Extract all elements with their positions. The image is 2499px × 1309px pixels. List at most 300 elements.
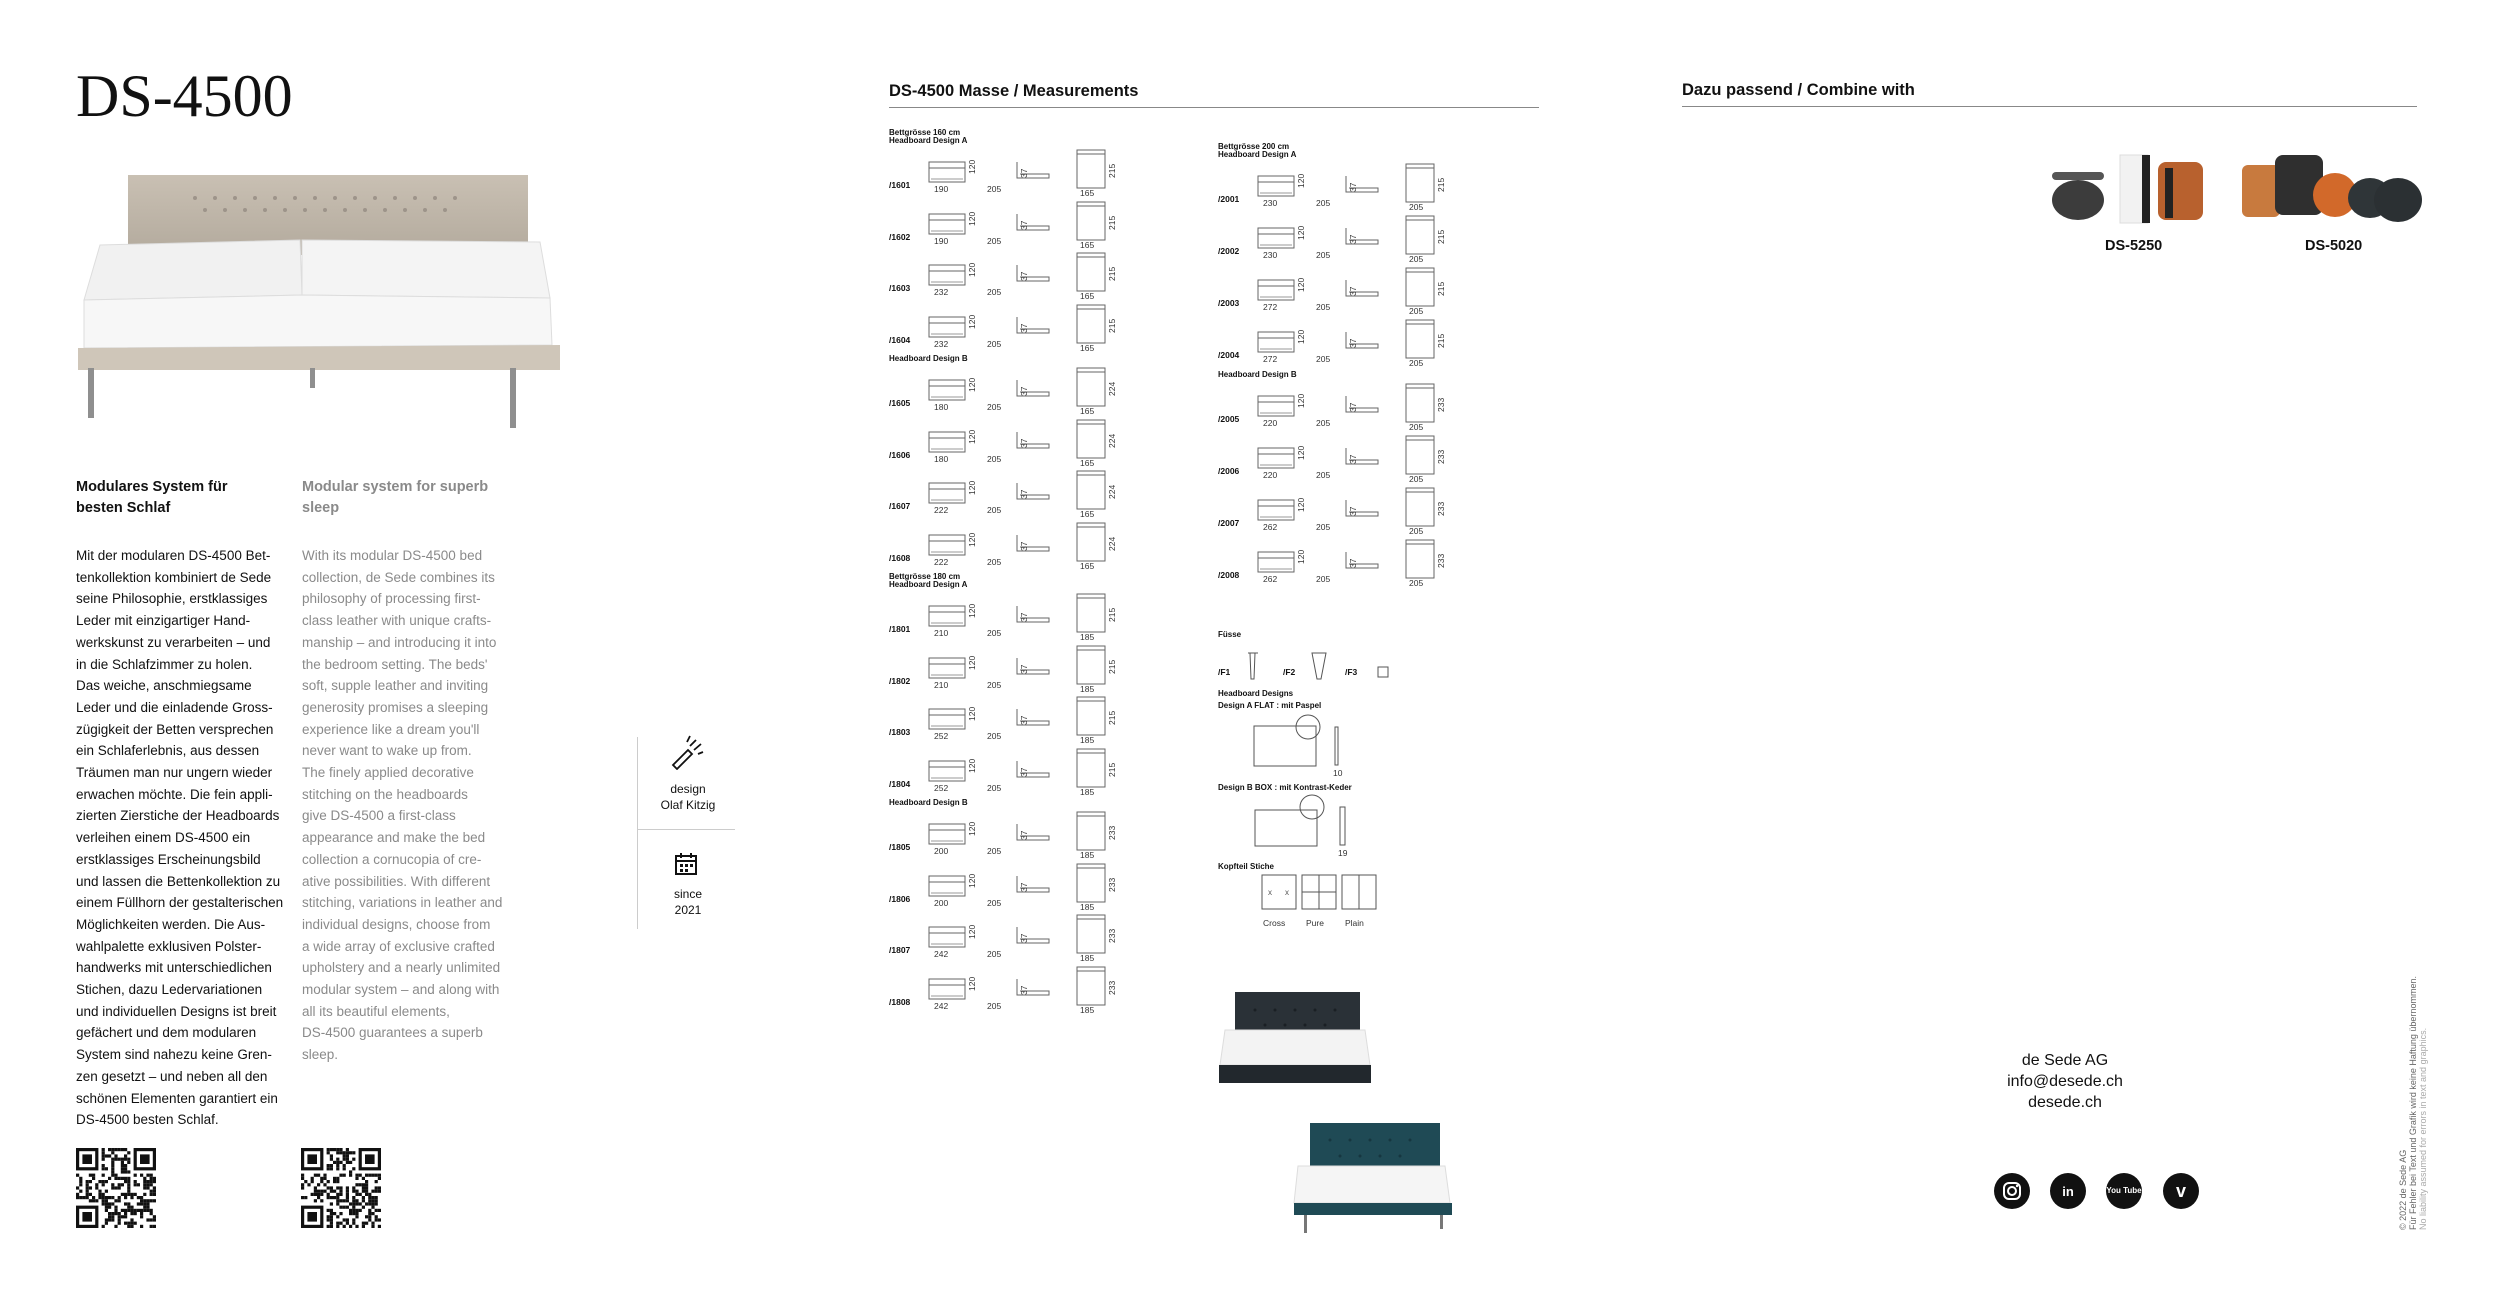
en-body-line: collection, de Sede combines its: [302, 569, 495, 585]
height-dim: 120: [1296, 277, 1306, 292]
top-view-shape: [1077, 523, 1105, 561]
en-body-line: stitching, variations in leather and: [302, 895, 503, 911]
legal-line-1: © 2022 de Sede AG: [2398, 1149, 2408, 1230]
headboard-subheader: Headboard Design A: [889, 580, 968, 589]
height-dim: 120: [967, 377, 977, 392]
height-dim: 120: [967, 706, 977, 721]
width-dim: 242: [934, 949, 949, 959]
model-code: /1805: [889, 842, 911, 852]
height-dim: 120: [967, 655, 977, 670]
front-view-shape: [1258, 234, 1294, 248]
feet-label: Füsse: [1218, 630, 1242, 639]
model-code: /2007: [1218, 518, 1240, 528]
top-view-shape: [1406, 320, 1434, 358]
length-dim: 205: [1316, 522, 1331, 532]
bed-dimension-drawing: [927, 747, 1187, 793]
side-dim: 37: [1019, 220, 1029, 230]
bed-dimension-drawing: [1256, 318, 1516, 364]
total-dim: 215: [1436, 229, 1446, 244]
top-view-shape: [1406, 488, 1434, 526]
de-body-line: und individuellen Designs ist breit: [76, 1003, 277, 1019]
bed-dimension-drawing: [927, 303, 1187, 349]
de-body-line: einem Füllhorn der gestalterischen: [76, 895, 284, 911]
width-dim: 230: [1263, 250, 1278, 260]
width-dim: 180: [934, 453, 949, 464]
side-dim: 37: [1019, 438, 1029, 448]
footprint-dim: 165: [1080, 239, 1095, 250]
en-body-line: ative possibilities. With different: [302, 873, 491, 889]
total-dim: 233: [1107, 825, 1117, 840]
total-dim: 215: [1436, 281, 1446, 296]
de-body-line: Das weiche, anschmiegsame: [76, 678, 252, 694]
length-dim: 205: [987, 556, 1002, 567]
de-body-line: ein Schlaferlebnis, aus dessen: [76, 743, 260, 759]
stitch-pure: Pure: [1306, 918, 1324, 928]
bed-dimension-drawing: [1256, 266, 1516, 312]
headboard-subheader: Headboard Design B: [1218, 370, 1297, 379]
front-view-shape: [1258, 280, 1294, 286]
model-code: /1808: [889, 996, 911, 1007]
de-body-line: gefächert und dem modularen: [76, 1025, 257, 1041]
front-view-shape: [1258, 176, 1294, 182]
top-view-shape: [1077, 749, 1105, 787]
front-view-shape: [1258, 338, 1294, 352]
headboard-subheader: Headboard Design A: [889, 136, 968, 145]
footprint-dim: 165: [1080, 560, 1095, 571]
bed-dimension-drawing: [927, 862, 1187, 908]
en-body-line: individual designs, choose from: [302, 916, 491, 932]
footprint-dim: 205: [1409, 202, 1424, 212]
top-view-shape: [1077, 697, 1105, 735]
height-dim: 120: [967, 429, 977, 444]
side-dim: 37: [1019, 323, 1029, 333]
top-view-shape: [1077, 150, 1105, 188]
side-dim: 37: [1019, 664, 1029, 674]
de-body-line: zügigkeit der Betten versprechen: [76, 721, 274, 737]
total-dim: 215: [1107, 266, 1117, 281]
top-view-shape: [1077, 253, 1105, 291]
top-view-shape: [1406, 384, 1434, 422]
total-dim: 215: [1107, 659, 1117, 674]
footprint-dim: 205: [1409, 474, 1424, 484]
total-dim: 215: [1107, 163, 1117, 178]
en-body-line: The finely applied decorative: [302, 765, 474, 781]
en-body-line: collection a cornucopia of cre-: [302, 851, 482, 867]
side-dim: 37: [1019, 882, 1029, 892]
model-code: /1608: [889, 552, 911, 563]
en-body-line: give DS-4500 a first-class: [302, 808, 456, 824]
side-dim: 37: [1348, 402, 1358, 412]
length-dim: 205: [987, 287, 1002, 297]
design-a-label: Design A FLAT : mit Paspel: [1218, 701, 1322, 710]
front-view-shape: [929, 606, 965, 612]
model-code: /1601: [889, 180, 911, 190]
footprint-dim: 165: [1080, 406, 1095, 416]
front-view-shape: [929, 489, 965, 503]
front-view-shape: [929, 541, 965, 555]
instagram-icon[interactable]: [1994, 1173, 2030, 1209]
width-dim: 220: [1263, 470, 1278, 480]
height-dim: 120: [1296, 497, 1306, 512]
foot-f3-icon: [1377, 666, 1389, 678]
footprint-dim: 185: [1080, 632, 1095, 642]
height-dim: 120: [967, 873, 977, 888]
de-body-line: erwachen möchte. Die fein appli-: [76, 786, 273, 802]
headboard-subheader: Headboard Design A: [1218, 150, 1297, 159]
side-dim: 37: [1348, 182, 1358, 192]
bed-dimension-drawing: [1256, 382, 1516, 428]
length-dim: 205: [1316, 302, 1331, 312]
side-dim: 37: [1348, 506, 1358, 516]
front-view-shape: [1258, 558, 1294, 572]
footprint-dim: 165: [1080, 188, 1095, 198]
length-dim: 205: [987, 184, 1002, 194]
en-body-line: never want to wake up from.: [302, 743, 472, 759]
side-dim: 37: [1019, 541, 1029, 551]
length-dim: 205: [987, 731, 1002, 741]
total-dim: 215: [1107, 215, 1117, 230]
combine-heading: Dazu passend / Combine with: [1682, 81, 2417, 107]
footprint-dim: 165: [1080, 291, 1095, 301]
en-body-line: modular system – and along with: [302, 982, 500, 998]
front-view-shape: [929, 380, 965, 386]
de-body-line: seine Philosophie, erstklassiges: [76, 591, 268, 607]
model-code: /1602: [889, 231, 911, 242]
design-b-label: Design B BOX : mit Kontrast-Keder: [1218, 783, 1352, 792]
front-view-shape: [1258, 500, 1294, 506]
en-body-line: class leather with unique crafts-: [302, 613, 492, 629]
de-body-line: DS-4500 besten Schlaf.: [76, 1112, 219, 1128]
footprint-dim: 185: [1080, 1004, 1095, 1015]
bed-dimension-drawing: [927, 148, 1187, 194]
de-body-line: Träumen man nur ungern wieder: [76, 765, 273, 781]
total-dim: 215: [1107, 318, 1117, 333]
en-heading: Modular system for superb sleep: [302, 479, 489, 516]
foot-f1-icon: [1246, 651, 1260, 681]
design-a-dim: 10: [1333, 768, 1343, 778]
length-dim: 205: [987, 1000, 1002, 1011]
bed-dimension-drawing: [1256, 538, 1516, 584]
side-dim: 37: [1019, 715, 1029, 725]
top-view-shape: [1406, 164, 1434, 202]
top-view-shape: [1077, 471, 1105, 509]
width-dim: 230: [1263, 198, 1278, 208]
side-dim: 37: [1019, 830, 1029, 840]
svg-text:x: x: [1285, 888, 1289, 897]
model-code: /2003: [1218, 298, 1240, 308]
front-view-shape: [1258, 182, 1294, 196]
height-dim: 120: [1296, 549, 1306, 564]
front-view-shape: [929, 220, 965, 234]
en-body-line: DS-4500 guarantees a superb: [302, 1025, 483, 1041]
model-code: /1802: [889, 675, 911, 686]
front-view-shape: [1258, 286, 1294, 300]
bed-dimension-drawing: [927, 592, 1187, 638]
width-dim: 262: [1263, 574, 1278, 584]
width-dim: 272: [1263, 302, 1278, 312]
info-divider: [637, 737, 638, 929]
front-view-shape: [929, 715, 965, 729]
side-dim: 37: [1348, 286, 1358, 296]
height-dim: 120: [1296, 393, 1306, 408]
vimeo-icon[interactable]: v: [2163, 1173, 2199, 1209]
side-dim: 37: [1348, 558, 1358, 568]
ds-5020-image: [2240, 150, 2425, 230]
width-dim: 262: [1263, 522, 1278, 532]
page-title: DS-4500: [76, 63, 293, 129]
contact-web[interactable]: desede.ch: [2028, 1094, 2102, 1111]
width-dim: 180: [934, 402, 949, 412]
front-view-shape: [929, 927, 965, 933]
front-view-shape: [929, 761, 965, 767]
de-body-line: Stichen, dazu Ledervariationen: [76, 982, 263, 998]
en-body-line: all its beautiful elements,: [302, 1003, 450, 1019]
footprint-dim: 165: [1080, 457, 1095, 468]
footprint-dim: 165: [1080, 509, 1095, 519]
model-code: /1607: [889, 501, 911, 511]
height-dim: 120: [1296, 445, 1306, 460]
bed-hero-image: [70, 170, 560, 430]
height-dim: 120: [967, 758, 977, 773]
ds-5020-label: DS-5020: [2305, 238, 2363, 254]
bedsize-header: Bettgrösse 200 cm: [1218, 142, 1290, 151]
model-code: /1605: [889, 398, 911, 408]
total-dim: 233: [1436, 449, 1446, 464]
length-dim: 205: [1316, 574, 1331, 584]
height-dim: 120: [967, 262, 977, 277]
en-body-line: manship – and introducing it into: [302, 634, 497, 650]
width-dim: 190: [934, 235, 949, 246]
stitch-label: Kopfteil Stiche: [1218, 862, 1275, 871]
side-dim: 37: [1348, 454, 1358, 464]
width-dim: 252: [934, 731, 949, 741]
front-view-shape: [929, 265, 965, 271]
en-body-line: With its modular DS-4500 bed: [302, 548, 483, 563]
length-dim: 205: [987, 628, 1002, 638]
total-dim: 224: [1107, 536, 1117, 551]
bed-dimension-drawing: [1256, 162, 1516, 208]
footprint-dim: 185: [1080, 683, 1095, 694]
pen-icon: [668, 732, 706, 770]
length-dim: 205: [987, 949, 1002, 959]
measurements-heading: DS-4500 Masse / Measurements: [889, 82, 1539, 108]
legal-line-2: Für Fehler bei Text und Grafik wird keine Haftung übernommen.: [2408, 976, 2418, 1230]
length-dim: 205: [987, 897, 1002, 908]
footprint-dim: 165: [1080, 342, 1095, 353]
foot-f2-label: /F2: [1283, 667, 1296, 677]
designer-name: Olaf Kitzig: [660, 798, 716, 812]
bed-dimension-drawing: [1256, 214, 1516, 260]
height-dim: 120: [1296, 329, 1306, 344]
en-body-line: soft, supple leather and inviting: [302, 678, 489, 694]
de-body-line: Leder und die einladende Gross-: [76, 699, 273, 715]
front-view-shape: [1258, 552, 1294, 558]
top-view-shape: [1077, 915, 1105, 953]
side-dim: 37: [1019, 612, 1029, 622]
width-dim: 232: [934, 338, 949, 349]
front-view-shape: [929, 882, 965, 896]
height-dim: 120: [967, 480, 977, 495]
en-body-line: the bedroom setting. The beds': [302, 656, 488, 672]
footprint-dim: 205: [1409, 254, 1424, 264]
front-view-shape: [929, 317, 965, 323]
foot-f3-label: /F3: [1345, 667, 1358, 677]
design-a-drawing: [1250, 712, 1350, 767]
legal-text: [2398, 930, 2428, 1230]
calendar-icon: [674, 852, 698, 876]
top-view-shape: [1406, 268, 1434, 306]
width-dim: 232: [934, 287, 949, 297]
youtube-icon[interactable]: You Tube: [2106, 1173, 2142, 1209]
en-body-line: experience like a dream you'll: [302, 721, 480, 737]
top-view-shape: [1406, 436, 1434, 474]
de-body-line: wahlpalette exklusiven Polster-: [76, 938, 262, 954]
de-body-line: erstklassiges Erscheinungsbild: [76, 851, 261, 867]
headboard-subheader: Headboard Design B: [889, 354, 968, 363]
length-dim: 205: [987, 679, 1002, 690]
front-view-shape: [929, 830, 965, 844]
headboard-designs-label: Headboard Designs: [1218, 689, 1294, 698]
bedsize-header: Bettgrösse 160 cm: [889, 128, 961, 137]
model-code: /2001: [1218, 194, 1240, 204]
model-code: /1807: [889, 945, 911, 955]
de-body-line: Möglichkeiten werden. Die Aus-: [76, 916, 266, 932]
bed-dimension-drawing: [927, 695, 1187, 741]
front-view-shape: [929, 432, 965, 438]
front-view-shape: [929, 658, 965, 664]
qr-code-en[interactable]: [301, 1148, 381, 1228]
height-dim: 120: [967, 211, 977, 226]
linkedin-icon[interactable]: in: [2050, 1173, 2086, 1209]
de-body-line: System sind nahezu keine Gren-: [76, 1047, 272, 1063]
bed-dimension-drawing: [927, 251, 1187, 297]
model-code: /2002: [1218, 246, 1240, 256]
model-code: /1604: [889, 334, 911, 345]
total-dim: 215: [1107, 607, 1117, 622]
en-body-line: sleep.: [302, 1047, 339, 1063]
model-code: /1801: [889, 624, 911, 634]
contact-email[interactable]: info@desede.ch: [2007, 1073, 2123, 1090]
front-view-shape: [929, 214, 965, 220]
footprint-dim: 205: [1409, 306, 1424, 316]
de-body-line: zen gesetzt – und neben all den: [76, 1068, 268, 1084]
model-code: /2008: [1218, 570, 1240, 580]
stitch-cross: Cross: [1263, 918, 1286, 928]
top-view-shape: [1077, 305, 1105, 343]
design-b-drawing: [1250, 793, 1350, 848]
front-view-shape: [929, 323, 965, 337]
width-dim: 222: [934, 505, 949, 515]
en-body: [302, 545, 527, 1066]
side-dim: 37: [1019, 386, 1029, 396]
de-body-line: zierten Zierstiche der Headboards: [76, 808, 280, 824]
side-dim: 37: [1019, 933, 1029, 943]
bed-dimension-drawing: [927, 913, 1187, 959]
length-dim: 205: [1316, 470, 1331, 480]
total-dim: 233: [1436, 501, 1446, 516]
length-dim: 205: [987, 338, 1002, 349]
model-code: /1803: [889, 727, 911, 737]
width-dim: 252: [934, 782, 949, 793]
top-view-shape: [1077, 864, 1105, 902]
width-dim: 200: [934, 897, 949, 908]
info-divider-h: [637, 829, 735, 830]
top-view-shape: [1077, 646, 1105, 684]
model-code: /1606: [889, 449, 911, 460]
front-view-shape: [929, 876, 965, 882]
bed-dimension-drawing: [927, 366, 1187, 412]
height-dim: 120: [967, 314, 977, 329]
de-body-line: verleihen einem DS-4500 ein: [76, 830, 251, 846]
length-dim: 205: [1316, 198, 1331, 208]
front-view-shape: [929, 612, 965, 626]
front-view-shape: [929, 168, 965, 182]
front-view-shape: [929, 483, 965, 489]
bed-photo-dark: [1215, 990, 1375, 1100]
height-dim: 120: [967, 924, 977, 939]
total-dim: 233: [1107, 928, 1117, 943]
ds-5250-image: [2050, 150, 2210, 230]
bed-dimension-drawing: [927, 810, 1187, 856]
foot-f2-icon: [1311, 651, 1327, 681]
bed-dimension-drawing: [1256, 486, 1516, 532]
total-dim: 233: [1436, 553, 1446, 568]
height-dim: 120: [1296, 173, 1306, 188]
width-dim: 220: [1263, 418, 1278, 428]
front-view-shape: [929, 824, 965, 830]
bed-dimension-drawing: [927, 418, 1187, 464]
qr-code-de[interactable]: [76, 1148, 156, 1228]
front-view-shape: [929, 664, 965, 678]
front-view-shape: [1258, 506, 1294, 520]
total-dim: 233: [1107, 877, 1117, 892]
bed-photo-teal: [1290, 1118, 1475, 1238]
footprint-dim: 185: [1080, 735, 1095, 745]
height-dim: 120: [1296, 225, 1306, 240]
front-view-shape: [929, 767, 965, 781]
top-view-shape: [1077, 368, 1105, 406]
side-dim: 37: [1019, 168, 1029, 178]
width-dim: 210: [934, 628, 949, 638]
footprint-dim: 185: [1080, 786, 1095, 797]
front-view-shape: [929, 386, 965, 400]
front-view-shape: [929, 271, 965, 285]
stitch-drawings: [1260, 873, 1380, 913]
footprint-dim: 185: [1080, 850, 1095, 860]
front-view-shape: [1258, 454, 1294, 468]
company-name: de Sede AG: [2021, 1052, 2109, 1069]
en-body-line: generosity promises a sleeping: [302, 699, 489, 715]
legal-line-3: No liability assumed for errors in text and graphics.: [2418, 1027, 2428, 1230]
de-body-line: werkskunst zu verarbeiten – und: [76, 634, 271, 650]
bed-dimension-drawing: [927, 200, 1187, 246]
front-view-shape: [929, 438, 965, 452]
length-dim: 205: [987, 505, 1002, 515]
de-body-line: tenkollektion kombiniert de Sede: [76, 569, 272, 585]
front-view-shape: [929, 933, 965, 947]
height-dim: 120: [967, 532, 977, 547]
en-body-line: appearance and make the bed: [302, 830, 486, 846]
de-body-line: handwerks mit unterschiedlichen: [76, 960, 272, 976]
de-heading: Modulares System für besten Schlaf: [76, 479, 228, 516]
front-view-shape: [929, 979, 965, 985]
footprint-dim: 205: [1409, 358, 1424, 368]
total-dim: 215: [1436, 177, 1446, 192]
total-dim: 233: [1107, 980, 1117, 995]
front-view-shape: [1258, 332, 1294, 338]
front-view-shape: [1258, 228, 1294, 234]
de-body-line: schönen Elementen garantiert ein: [76, 1090, 278, 1106]
